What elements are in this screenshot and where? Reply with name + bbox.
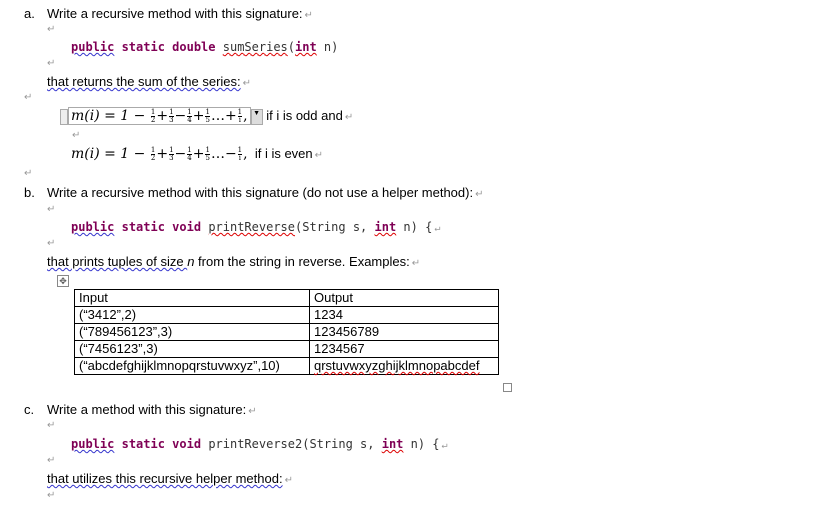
item-b-label: b.: [24, 185, 35, 200]
table-move-handle-icon[interactable]: ✥: [57, 275, 69, 287]
paragraph-mark: ↵: [47, 24, 56, 35]
even-equation: m(i) = 1 − $\frac{1}{2}$ + $\frac{1}{3}$ − $\frac{1}{4}$ + $\frac{1}{5}$ …− $\frac{1}{i}$ , if i is even ↵: [71, 145, 324, 162]
cell-input: (“789456123”,3): [75, 324, 310, 341]
printreverse2-signature: public static void printReverse2(String s, int n) { ↵: [71, 437, 448, 451]
paragraph-mark: ↵: [24, 92, 33, 103]
sumseries-signature: public static double sumSeries(int n): [71, 40, 339, 54]
paragraph-mark: ↵: [47, 204, 56, 215]
paragraph-mark: ↵: [24, 168, 33, 179]
item-a-label: a.: [24, 6, 35, 21]
table-row: [75, 358, 499, 375]
cell-input: (“abcdefghijklmnopqrstuvwxyz”,10): [75, 358, 310, 375]
paragraph-mark: ↵: [72, 130, 81, 141]
equation-handle[interactable]: [60, 109, 68, 125]
printreverse-description: that prints tuples of size n from the string in reverse. Examples: ↵: [47, 254, 421, 269]
paragraph-mark: ↵: [47, 490, 56, 501]
examples-table: [74, 289, 499, 375]
item-a-prompt: Write a recursive method with this signature: ↵: [47, 6, 313, 21]
cell-output: 1234567: [310, 341, 499, 358]
paragraph-mark: ↵: [47, 238, 56, 249]
table-row: [75, 324, 499, 341]
cell-input: (“3412”,2): [75, 307, 310, 324]
table-header-row: [75, 290, 499, 307]
paragraph-mark: ↵: [47, 420, 56, 431]
equation-box[interactable]: m(i) = 1 − $\frac{1}{2}$ + $\frac{1}{3}$ − $\frac{1}{4}$ + $\frac{1}{5}$ …+ $\frac{1}{i}$ ,: [68, 107, 251, 125]
table-row: [75, 341, 499, 358]
equation-dropdown-icon[interactable]: ▼: [251, 109, 263, 125]
header-output: Output: [310, 290, 499, 307]
returns-text: that returns the sum of the series: ↵: [47, 74, 252, 89]
table-row: [75, 307, 499, 324]
cell-input: (“7456123”,3): [75, 341, 310, 358]
cell-output: 123456789: [310, 324, 499, 341]
item-c-prompt: Write a method with this signature: ↵: [47, 402, 257, 417]
item-b-prompt: Write a recursive method with this signature (do not use a helper method): ↵: [47, 185, 484, 200]
paragraph-mark: ↵: [47, 58, 56, 69]
item-c-label: c.: [24, 402, 35, 417]
printreverse-signature: public static void printReverse(String s, int n) { ↵: [71, 220, 441, 234]
header-input: Input: [75, 290, 310, 307]
cell-output: qrstuvwxyzghijklmnopabcdef: [310, 358, 499, 375]
helper-description: that utilizes this recursive helper method: ↵: [47, 471, 293, 486]
paragraph-mark: ↵: [47, 455, 56, 466]
table-resize-handle[interactable]: [503, 383, 512, 392]
odd-equation: m(i) = 1 − $\frac{1}{2}$ + $\frac{1}{3}$ − $\frac{1}{4}$ + $\frac{1}{5}$ …+ $\frac{1}{i}$ , ▼ if i is odd and ↵: [60, 108, 353, 125]
cell-output: 1234: [310, 307, 499, 324]
